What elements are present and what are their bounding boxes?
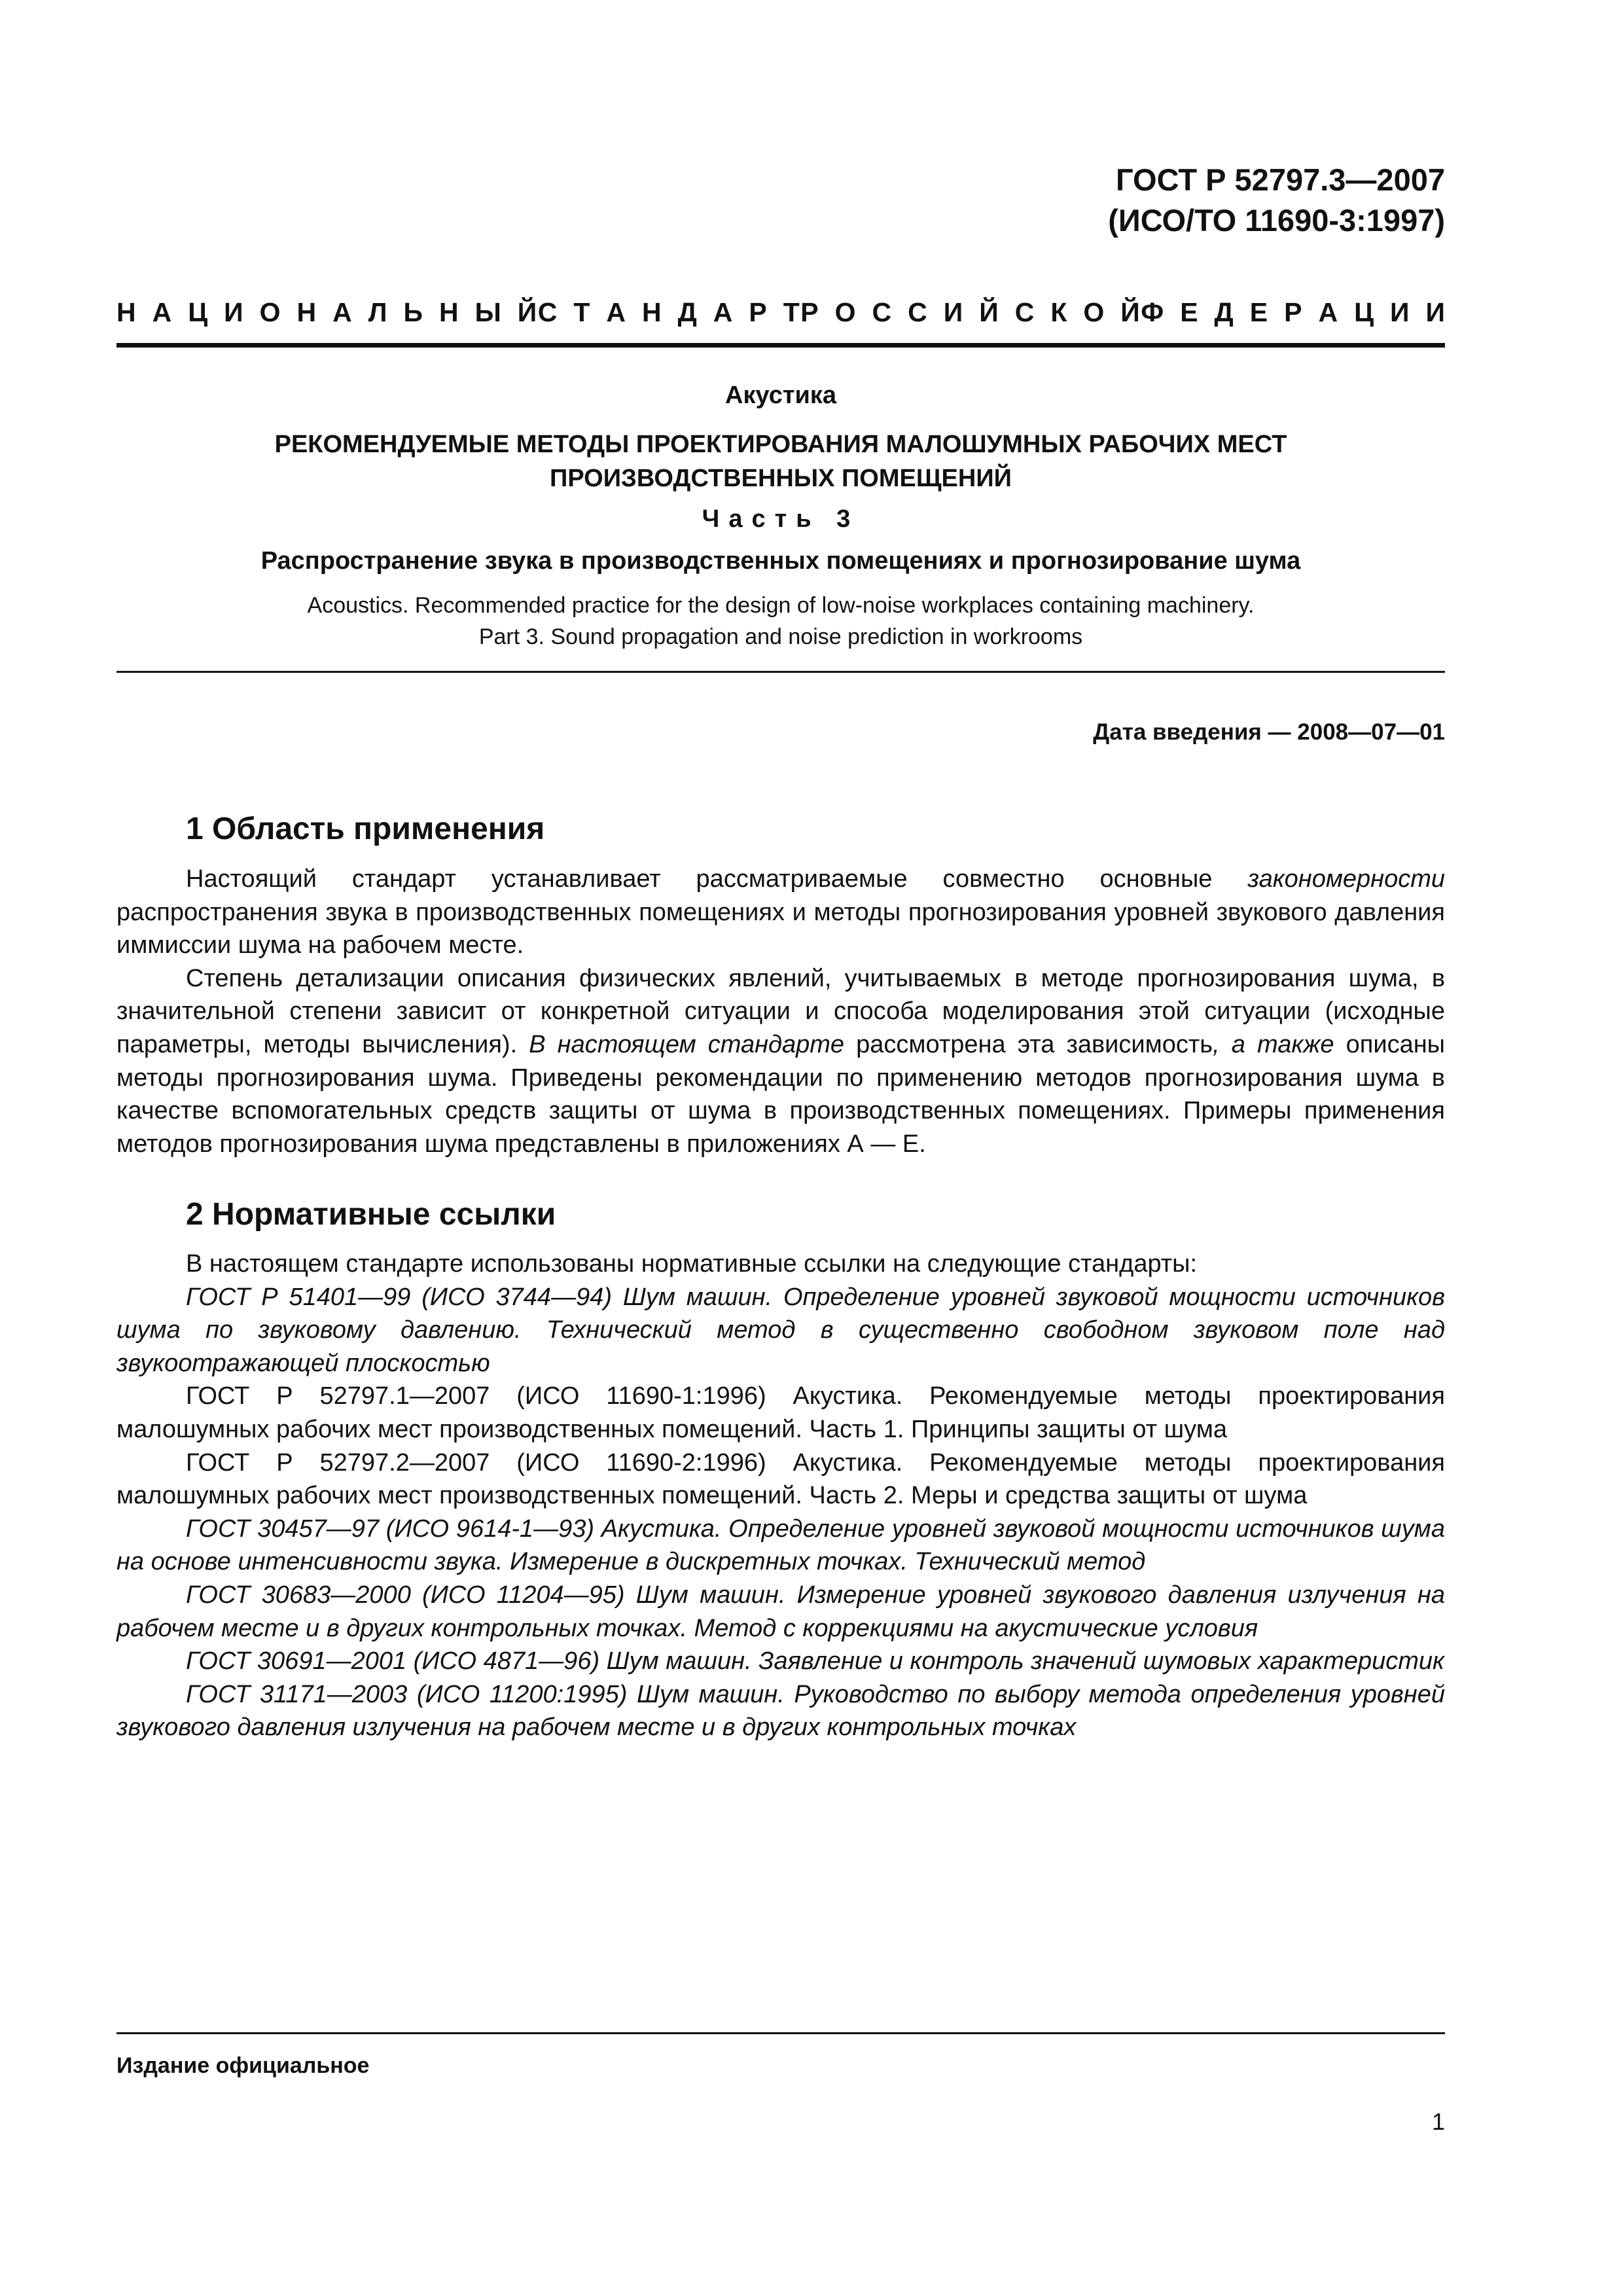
banner-letter: Ь: [403, 297, 423, 327]
banner-letter: С: [537, 297, 558, 327]
title-main: [116, 427, 1445, 495]
banner-letter: Д: [1214, 297, 1234, 327]
banner-letter: Т: [783, 297, 800, 327]
text-run: распространения звука в производственных помещениях и методы прогнозирования уровней звукового давления иммиссии шума на рабочем месте.: [116, 898, 1445, 960]
section-1-paragraph-2: [116, 962, 1445, 1161]
banner-letter: А: [606, 297, 626, 327]
banner-letter: И: [1390, 297, 1410, 327]
text-run: Настоящий стандарт устанавливает рассматриваемые совместно основные: [186, 865, 1248, 893]
banner-letter: Р: [749, 297, 767, 327]
section-2-title: 2 Нормативные ссылки: [186, 1197, 556, 1232]
section-1-title: 1 Область применения: [186, 812, 545, 846]
section-2-body: [116, 1247, 1445, 1744]
banner-word: [538, 296, 800, 329]
banner-letter: Н: [439, 297, 459, 327]
banner-letter: А: [713, 297, 733, 327]
banner-letter: Ф: [1141, 297, 1164, 327]
document-page: [116, 0, 1445, 2296]
normative-reference: ГОСТ Р 52797.2—2007 (ИСО 11690-2:1996) Акустика. Рекомендуемые методы проектирования малошумных рабочих мест производственных помещений. Часть 2. Меры и средства защиты от шума: [116, 1448, 1445, 1510]
official-edition-label: Издание официальное: [116, 2053, 370, 2078]
section-2-intro: В настоящем стандарте использованы нормативные ссылки на следующие стандарты:: [186, 1250, 1198, 1278]
banner-letter: Н: [296, 297, 317, 327]
designation-line-2: (ИСО/ТО 11690-3:1997): [1108, 203, 1445, 238]
banner-letter: С: [908, 297, 927, 327]
title-main-line-1: РЕКОМЕНДУЕМЫЕ МЕТОДЫ ПРОЕКТИРОВАНИЯ МАЛОШУМНЫХ РАБОЧИХ МЕСТ: [274, 431, 1287, 458]
normative-reference: ГОСТ 30683—2000 (ИСО 11204—95) Шум машин. Измерение уровней звукового давления излучения на рабочем месте и в других контрольных точках. Метод с коррекциями на акустические условия: [116, 1581, 1445, 1642]
banner-letter: И: [1425, 297, 1445, 327]
title-subject: Акустика: [725, 382, 836, 409]
introduction-date: Дата введения — 2008—07—01: [1093, 719, 1445, 745]
banner-letter: И: [943, 297, 963, 327]
italic-run: , а также: [1213, 1030, 1334, 1058]
header-rule: [116, 343, 1445, 348]
banner-word: [116, 296, 537, 329]
page-number: 1: [1431, 2108, 1445, 2135]
banner-letter: Н: [641, 297, 662, 327]
normative-reference: ГОСТ 30457—97 (ИСО 9614-1—93) Акустика. Определение уровней звуковой мощности источников шума на основе интенсивности звука. Измерение в дискретных точках. Технический метод: [116, 1515, 1445, 1576]
title-main-line-2: ПРОИЗВОДСТВЕННЫХ ПОМЕЩЕНИЙ: [550, 465, 1012, 492]
banner-letter: К: [1050, 297, 1067, 327]
banner-letter: Й: [517, 297, 537, 327]
banner-letter: Ц: [1354, 297, 1374, 327]
banner-letter: Л: [368, 297, 387, 327]
italic-run: закономерности: [1247, 865, 1445, 893]
banner-letter: О: [259, 297, 281, 327]
banner-word: [1141, 296, 1445, 329]
normative-reference: ГОСТ 31171—2003 (ИСО 11200:1995) Шум машин. Руководство по выбору метода определения уровней звукового давления излучения на рабочем месте и в других контрольных точках: [116, 1680, 1445, 1742]
title-block: [116, 378, 1445, 653]
title-english-line-2: Part 3. Sound propagation and noise prediction in workrooms: [478, 624, 1083, 649]
normative-reference: ГОСТ Р 51401—99 (ИСО 3744—94) Шум машин. Определение уровней звуковой мощности источников шума по звуковому давлению. Технический метод в существенно свободном звуковом поле над звукоотражающей плоскостью: [116, 1283, 1445, 1377]
banner-letter: О: [834, 297, 856, 327]
banner-letter: Д: [677, 297, 697, 327]
banner-letter: Ц: [188, 297, 208, 327]
banner-letter: А: [152, 297, 172, 327]
title-rule: [116, 671, 1445, 673]
title-english-line-1: Acoustics. Recommended practice for the design of low-noise workplaces containing machinery.: [307, 593, 1255, 618]
banner-letter: Е: [1249, 297, 1268, 327]
banner-letter: Е: [1180, 297, 1198, 327]
section-1-body: [116, 863, 1445, 1160]
title-english: [116, 590, 1445, 653]
normative-reference: ГОСТ 30691—2001 (ИСО 4871—96) Шум машин. Заявление и контроль значений шумовых характеристик: [186, 1647, 1444, 1676]
banner-letter: Р: [800, 297, 819, 327]
standard-designation: [1108, 160, 1445, 241]
banner-letter: С: [1014, 297, 1035, 327]
banner-letter: Р: [1284, 297, 1302, 327]
text-run: рассмотрена эта зависимость: [844, 1030, 1213, 1058]
national-standard-banner: [116, 296, 1445, 329]
banner-letter: С: [872, 297, 892, 327]
title-part-title: Распространение звука в производственных помещениях и прогнозирование шума: [260, 547, 1301, 575]
banner-letter: Ы: [474, 297, 501, 327]
designation-line-1: ГОСТ Р 52797.3—2007: [1116, 162, 1445, 197]
banner-word: [800, 296, 1139, 329]
text-run: описаны методы прогнозирования шума. Приведены рекомендации по применению методов прогнозирования шума в качестве вспомогательных средств защиты от шума в производственных помещениях. Примеры применения методов прогнозирования шума представлены в приложениях А — Е.: [116, 1030, 1445, 1158]
banner-letter: Н: [116, 297, 136, 327]
footer-rule: [116, 2032, 1445, 2034]
title-part: Часть 3: [702, 505, 860, 533]
banner-letter: О: [1083, 297, 1105, 327]
italic-run: В настоящем стандарте: [529, 1030, 845, 1058]
banner-letter: А: [1318, 297, 1338, 327]
text-run: Степень детализации описания физических явлений, учитываемых в методе прогнозирования шума, в значительной степени зависит от конкретной ситуации и способа моделирования этой ситуации (исходные параметры, методы вычисления).: [116, 964, 1445, 1058]
banner-letter: А: [332, 297, 352, 327]
normative-reference: ГОСТ Р 52797.1—2007 (ИСО 11690-1:1996) Акустика. Рекомендуемые методы проектирования малошумных рабочих мест производственных помещений. Часть 1. Принципы защиты от шума: [116, 1382, 1445, 1443]
banner-letter: Й: [1120, 297, 1140, 327]
banner-letter: Т: [573, 297, 590, 327]
banner-letter: Й: [979, 297, 999, 327]
banner-letter: И: [224, 297, 243, 327]
section-1-paragraph-1: [116, 863, 1445, 962]
